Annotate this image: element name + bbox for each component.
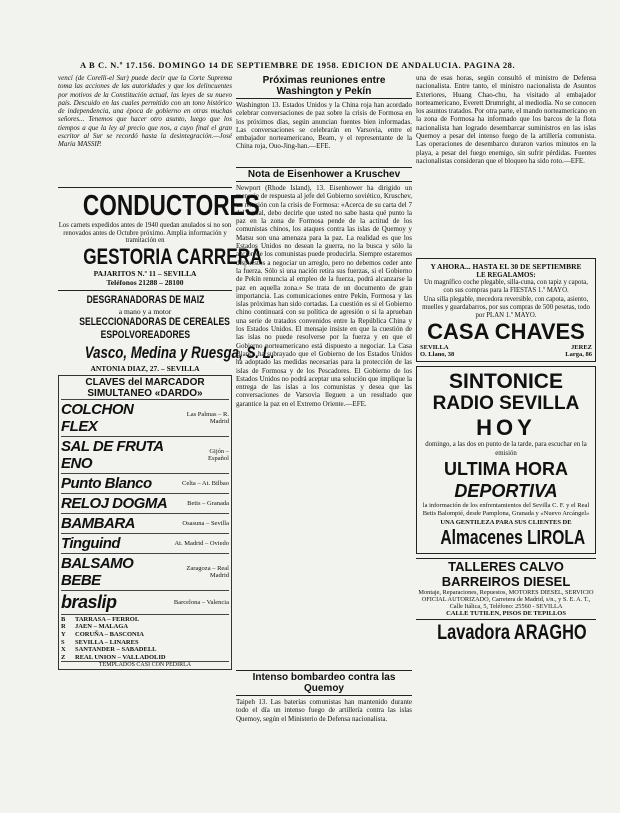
ad-gestoria-address: PAJARITOS N.º 11 – SEVILLA	[93, 268, 197, 278]
ad-maiz-company: Vasco, Medina y Ruesga, S. L.	[84, 342, 275, 362]
headline-eisenhower: Nota de Eisenhower a Kruschev	[236, 167, 412, 182]
ad-lavadora: Lavadora ARAGHO	[437, 621, 587, 645]
radio-body2: la información de los enfrentamientos del Sevilla C. F. y el Real Betis Balompié, desde Pamplona, Granada y «Nuevo Arcángel»	[422, 502, 590, 518]
radio-sponsor-pre: UNA GENTILEZA PARA SUS CLIENTES DE	[440, 518, 572, 526]
ad-maiz-line4: ESPOLVOREADORES	[100, 328, 190, 341]
radio-line5: DEPORTIVA	[454, 481, 558, 502]
radio-line3: HOY	[476, 415, 536, 441]
ad-conductores-body: Los carnets expedidos antes de 1940 quedan anulados si no son renovados antes de Octubre próximo. Amplia información y tramitación en	[58, 222, 232, 245]
talleres-address: CALLE TUTILEN, PISOS DE TEPILLOS	[446, 610, 566, 618]
headline-quemoy: Intenso bombardeo contra las Quemoy	[236, 670, 412, 696]
list-item: Z REAL UNION – VALLADOLID	[61, 653, 166, 661]
chaves-addr-right: Larga, 86	[565, 351, 592, 359]
ad-casa-chaves	[416, 258, 596, 362]
ad-maiz-line3: SELECCIONADORAS DE CEREALES	[79, 315, 230, 328]
column-left	[58, 74, 275, 806]
list-item: Y CORUÑA – BASCONIA	[61, 630, 144, 638]
radio-line4: ULTIMA HORA	[444, 459, 568, 480]
radio-body: domingo, a las dos en punto de la tarde, para escuchar en la emisión	[425, 441, 587, 457]
claves-row: COLCHON FLEX Las Palmas – R. Madrid	[61, 400, 229, 435]
ad-maiz	[58, 293, 275, 373]
radio-sponsor: Almacenes LIROLA	[440, 526, 586, 549]
ad-maiz-line1: DESGRANADORAS DE MAIZ	[86, 293, 204, 306]
claves-row: BALSAMO BEBE Zaragoza – Real Madrid	[61, 554, 229, 589]
ad-gestoria-name: GESTORIA CARRERA	[83, 243, 263, 269]
ad-maiz-address: ANTONIA DIAZ, 27. – SEVILLA	[90, 363, 200, 373]
article-quemoy: Taipeh 13. Las baterías comunistas han mantenido durante todo el día un intenso fuego de artillería contra las islas Quemoy, según el Ministerio de Defensa nacionalista.	[236, 698, 412, 723]
claves-footer: TEMPLADOS CASI CON PEDIRLA	[61, 661, 229, 668]
claves-row: BAMBARA Osasuna – Sevilla	[61, 514, 229, 532]
chaves-city-right: JEREZ	[571, 344, 592, 352]
claves-row: Punto Blanco Celta – At. Bilbao	[61, 474, 229, 492]
talleres-body: Montaje, Reparaciones, Repuestos, MOTORES DIESEL, SERVICIO OFICIAL AUTORIZADO, Carretera de Madrid, s/n., y S. E. A. T., Calle Itálica, 5, Teléfono: 25560 - SEVILLA	[418, 588, 594, 611]
chaves-body1: Un magnífico coche plegable, silla-cuna, con tapiz y capota, con sus compras para la FIESTAS 1.º MAYO.	[423, 279, 588, 295]
claves-title-2: SIMULTANEO «DARDO»	[87, 387, 203, 399]
article-continuation-right: una de esas horas, según consultó el ministro de Defensa nacionalista. Entre tanto, el ministro nacionalista de Asuntos Exteriores, Huang Chao-chu, ha visitado al embajador norteamericano, Everett Drumright, al mediodía. No se conocen los asuntos tratados. Por otra parte, el mando norteamericano en la zona de Formosa ha informado que los barcos de la flota nacionalista han logrado desembarcar suministros en las islas Quemoy a pesar del intenso fuego de la artillería comunista. Las operaciones de desembarco duraron varios minutos en la playa, a pesar del fuego enemigo, sin sufrir pérdidas. Fuentes nacionalistas consideran que el bloqueo ha sido roto.—EFE.	[416, 74, 596, 165]
ad-claves-marcador	[58, 375, 232, 671]
ad-conductores-title: CONDUCTORES	[82, 190, 260, 222]
list-item: R JAEN – MALAGA	[61, 623, 129, 631]
chaves-brand: CASA CHAVES	[427, 319, 585, 345]
list-item: X SANTANDER – SABADELL	[61, 646, 157, 654]
headline-washington-pekin: Próximas reuniones entre Washington y Pekín	[236, 74, 412, 99]
radio-line1: SINTONICE	[449, 370, 563, 394]
ad-radio-sevilla	[416, 366, 596, 553]
chaves-addr-left: O. Llano, 38	[420, 351, 455, 359]
claves-row: SAL DE FRUTA ENO Gijón – Español	[61, 437, 229, 472]
radio-line2: RADIO SEVILLA	[432, 393, 580, 415]
ad-gestoria-phones: Teléfonos 21288 – 28100	[106, 277, 184, 287]
claves-title-1: CLAVES del MARCADOR	[85, 376, 205, 388]
talleres-title1: TALLERES CALVO	[448, 558, 564, 574]
chaves-body2: Una silla plegable, mecedora reversible, con capota, asiento, muelles y guardabarros, por sus compras de 500 pesetas, todo por PLAN 1.º MAYO.	[422, 295, 590, 320]
claves-row: RELOJ DOGMA Betis – Granada	[61, 494, 229, 512]
ad-conductores	[58, 190, 263, 287]
column-middle	[236, 74, 412, 806]
article-washington-pekin: Washington 13. Estados Unidos y la China roja han acordado celebrar conversaciones de paz sobre la crisis de Formosa en los próximos días, según anuncian fuentes bien informadas. Las conversaciones se celebrarán en Varsovia, entre el embajador norteamericano, Beam, y el representante de la China roja, Ouo-Jing-han.—EFE.	[236, 101, 412, 151]
article-eisenhower: Newport (Rhode Island), 13. Eisenhower ha dirigido un mensaje de respuesta al jefe del Gobierno soviético, Kruschev, en relación con la crisis de Formosa: «Acerca de su carta del 7 del actual, debo decirle que usted no sabe hasta qué punto la paz en la zona de Formosa pende de la actitud de los comunistas chinos, los ataques contra las islas de Quemoy y Matsu son una amenaza para la paz. La realidad es que los Estados Unidos no desean la guerra, no la busca y sólo la acción de los comunistas puede producirla. Siempre estaremos dispuestos a negociar un arreglo, pero no debemos ceder ante la fuerza. Sólo si una nación retira sus fuerzas, si el Gobierno de Pekín renuncia al empleo de la fuerza, podrá alcanzarse la paz en aquella zona.» Se trata de un documento de gran importancia. Las comunicaciones entre Pekín, Formosa y las islas próximas han sido cortadas. La cuestión es si el Gobierno chino continuará con su política de agresión o si la aprueban una serie de tratados convenidos entre la República China y los Estados Unidos. El mensaje insiste en que la cuestión de las islas no puede resolverse por la fuerza y en que el Gobierno norteamericano está dispuesto a negociar. La Casa Blanca ha subrayado que el Gobierno de los Estados Unidos ha adoptado las medidas necesarias para la protección de las islas de Formosa y de los Pescadores. El Gobierno de los Estados Unidos no podrá aceptar una solución que implique la entrega de las islas a los comunistas y desea que las conversaciones de Varsovia lleguen a un resultado que garantice la paz en el Extremo Oriente.—EFE.	[236, 184, 412, 408]
article-continuation: vencí (de Corelli-el Sur) puede decir que la Corte Suprema toma las acciones de las autoridades y que los delincuentes por motivos de la Constitución actual, las leyes de su nuevo país. Descuido en las cuales permitido con un tono histórico de independencia, una época de gobierno en otras muchas señores... Tenemos que hacer otro asunto, luego que los tiempos a que la ley al precio que nos, a cuyo final el gran escritor al Sur se recordó hasta la desintegración.—José María MASSIP.	[58, 74, 232, 149]
claves-list	[61, 614, 229, 662]
claves-row: Tinguind At. Madrid – Oviedo	[61, 534, 229, 552]
chaves-line2: LE REGALAMOS:	[476, 271, 536, 279]
list-item: S SEVILLA – LINARES	[61, 638, 139, 646]
talleres-title2: BARREIROS DIESEL	[441, 573, 571, 589]
chaves-city-left: SEVILLA	[420, 344, 449, 352]
divider	[58, 187, 232, 188]
ad-talleres-calvo	[416, 558, 596, 618]
list-item: B TARRASA – FERROL	[61, 615, 140, 623]
page-header: A B C. N.º 17.156. DOMINGO 14 DE SEPTIEMBRE DE 1958. EDICION DE ANDALUCIA. PAGINA 28.	[80, 60, 516, 70]
claves-row: braslip Barcelona – Valencia	[61, 591, 229, 612]
divider	[58, 290, 232, 291]
column-right	[416, 74, 596, 806]
ad-maiz-line2: a mano y a motor	[118, 306, 172, 316]
chaves-line1: Y AHORA... HASTA EL 30 DE SEPTIEMBRE	[430, 262, 582, 271]
